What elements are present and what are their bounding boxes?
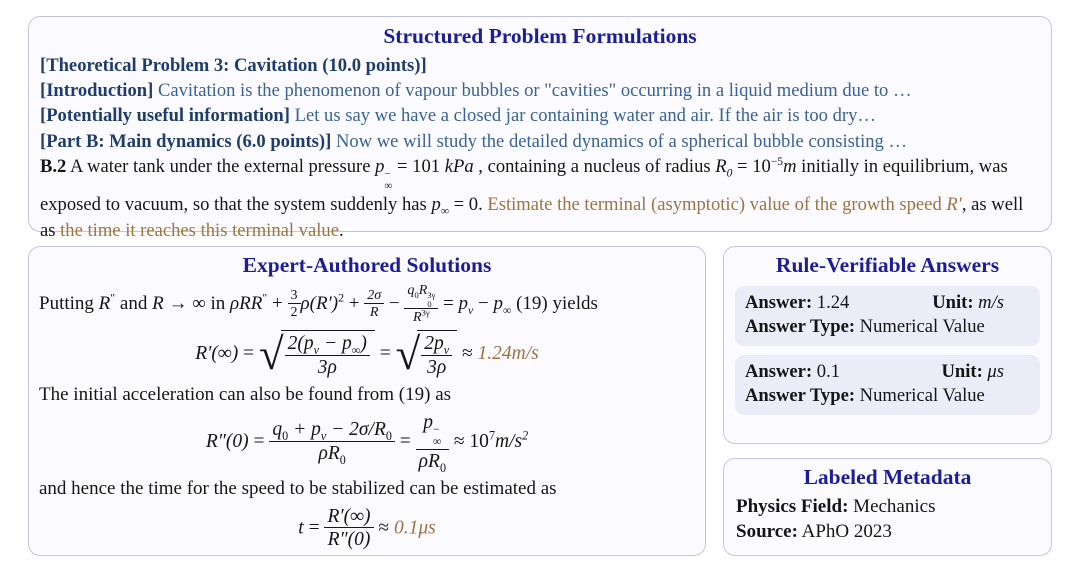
- radical-sign: √: [259, 328, 284, 379]
- introduction-line: [40, 78, 1040, 103]
- solution-step-1: Putting R″ and R → ∞ in ρRR″ + $\frac{3}{2}$ $\rho(R')^2$ + $\frac{2\sigma}{R}$ − $q_0R$ 3γ 0 $R^{3\gamma}$ = $p_v - p_\infty$ (19) yields: [39, 281, 598, 326]
- problem-panel-title: Structured Problem Formulations: [383, 24, 697, 48]
- b2-text-2: , containing a nucleus of radius: [473, 156, 716, 177]
- pressure-zero-value: = 0: [448, 194, 479, 216]
- pressure-supsub: − ∞: [384, 168, 393, 192]
- problem-number-label: [Theoretical Problem 3: Cavitation (10.0 points)]: [40, 54, 427, 76]
- radius-value: = 10: [732, 156, 771, 177]
- fraction-pressure-over-rho: p − ∞ $\rho R_0$: [416, 412, 449, 473]
- b2-text-3: initially in equilibrium, was exposed to vacuum, so that the system suddenly has: [40, 156, 1008, 216]
- source-value: APhO 2023: [797, 521, 892, 543]
- unit-label: Unit:: [941, 360, 983, 382]
- fraction-gas-term: $q_0R$ 3γ 0 $R^{3\gamma}$: [404, 283, 438, 326]
- answer-type-value: Numerical Value: [855, 385, 985, 407]
- physics-field-label: Physics Field:: [736, 495, 849, 517]
- answer-card-1: [735, 286, 1040, 346]
- part-b-label: [Part B: Main dynamics (6.0 points)]: [40, 130, 332, 152]
- expert-solutions-panel: [28, 246, 706, 556]
- solution-step-3: and hence the time for the speed to be stabilized can be estimated as: [39, 477, 557, 499]
- radical-sign: √: [395, 328, 421, 379]
- question-b2-label: B.2: [40, 156, 67, 177]
- answer-value: 1.24: [812, 291, 850, 313]
- pressure-unit: kPa: [444, 156, 474, 177]
- problem-number-line: [40, 53, 1040, 78]
- answer-card-2: [735, 355, 1040, 415]
- physics-field-value: Mechanics: [848, 495, 936, 517]
- answers-panel-title: Rule-Verifiable Answers: [775, 253, 1000, 277]
- question-b2-statement: B.2 A water tank under the external pressure p − ∞ = 101 kPa , containing a nucleus of radius $R_0 = 10^{-5}m$ initially in equilibrium, was exposed to vacuum, so that the system suddenly has $p_\infty = 0$. Estimate the terminal (asymptotic) value of the growth speed R′, as well as the time it reaches this terminal value.: [40, 155, 1024, 241]
- stabilization-time-result: 0.1μs: [393, 517, 436, 539]
- rule-verifiable-answers-panel: [723, 246, 1052, 444]
- useful-information-label: [Potentially useful information]: [40, 105, 290, 127]
- fraction-acceleration: $\frac{q_0 + p_v - 2\sigma/R_0}{\rho R_0}$: [269, 419, 395, 465]
- unit-label: Unit:: [932, 291, 974, 313]
- equation-initial-acceleration: R″(0) = $\frac{q_0 + p_v - 2\sigma/R_0}{\rho R_0}$ = p − ∞ $\rho R_0$ ≈ $10^7m/s^2$: [205, 411, 529, 475]
- square-root-2: √ $\frac{2p_v}{3\rho}$: [396, 330, 458, 379]
- solutions-panel-title: Expert-Authored Solutions: [242, 253, 492, 277]
- terminal-speed-result: 1.24m/s: [477, 343, 539, 365]
- useful-information-line: [40, 103, 1040, 128]
- growth-speed-symbol: R′: [946, 194, 962, 216]
- labeled-metadata-panel: [723, 458, 1052, 556]
- radius-unit: m: [783, 156, 797, 177]
- source-label: Source:: [736, 521, 798, 543]
- highlight-question-2: the time it reaches this terminal value: [60, 219, 339, 241]
- highlight-question-1: Estimate the terminal (asymptotic) value of the growth speed: [487, 194, 947, 216]
- answer-label: Answer:: [745, 291, 813, 313]
- fraction-surface-tension: $\frac{2\sigma}{R}$: [364, 288, 384, 321]
- metadata-panel-title: Labeled Metadata: [803, 465, 972, 489]
- fraction-time: $\frac{R'(\infty)}{R''(0)}$: [324, 506, 373, 552]
- introduction-text: Cavitation is the phenomenon of vapour bubbles or "cavities" occurring in a liquid medium due to …: [153, 80, 912, 102]
- pressure-value: = 101: [392, 156, 445, 177]
- equation-stabilization-time: t = $\frac{R'(\infty)}{R''(0)}$ ≈ 0.1μs: [298, 505, 436, 551]
- physics-field-row: [736, 494, 1039, 519]
- answer-value: 0.1: [812, 360, 841, 382]
- unit-value: m/s: [973, 291, 1004, 313]
- radius-symbol: R: [715, 156, 727, 177]
- answer-type-label: Answer Type:: [745, 316, 856, 338]
- source-row: [736, 519, 1039, 544]
- part-b-line: [40, 129, 1040, 154]
- answer-label: Answer:: [745, 360, 813, 382]
- unit-value: μs: [982, 360, 1004, 382]
- pressure-zero-symbol: p: [431, 194, 441, 216]
- b2-text-1: A water tank under the external pressure: [66, 156, 376, 177]
- useful-information-text: Let us say we have a closed jar containing water and air. If the air is too dry…: [289, 105, 876, 127]
- solution-step-2: The initial acceleration can also be found from (19) as: [39, 384, 452, 406]
- part-b-text: Now we will study the detailed dynamics of a spherical bubble consisting …: [331, 130, 908, 152]
- answer-type-label: Answer Type:: [745, 385, 856, 407]
- b2-text-4: , as well as: [40, 194, 1024, 241]
- equation-terminal-speed: R′(∞) = √ $\frac{2(p_v - p_\infty)}{3\rho}$ = √ $\frac{2p_v}{3\rho}$ ≈ 1.24m/s: [195, 328, 539, 379]
- structured-problem-panel: [28, 16, 1052, 241]
- introduction-label: [Introduction]: [40, 80, 154, 102]
- pressure-symbol: p: [375, 156, 385, 177]
- square-root-1: √ $\frac{2(p_v - p_\infty)}{3\rho}$: [259, 330, 375, 379]
- fraction-three-halves: $\frac{3}{2}$: [288, 288, 301, 321]
- answer-type-value: Numerical Value: [855, 316, 985, 338]
